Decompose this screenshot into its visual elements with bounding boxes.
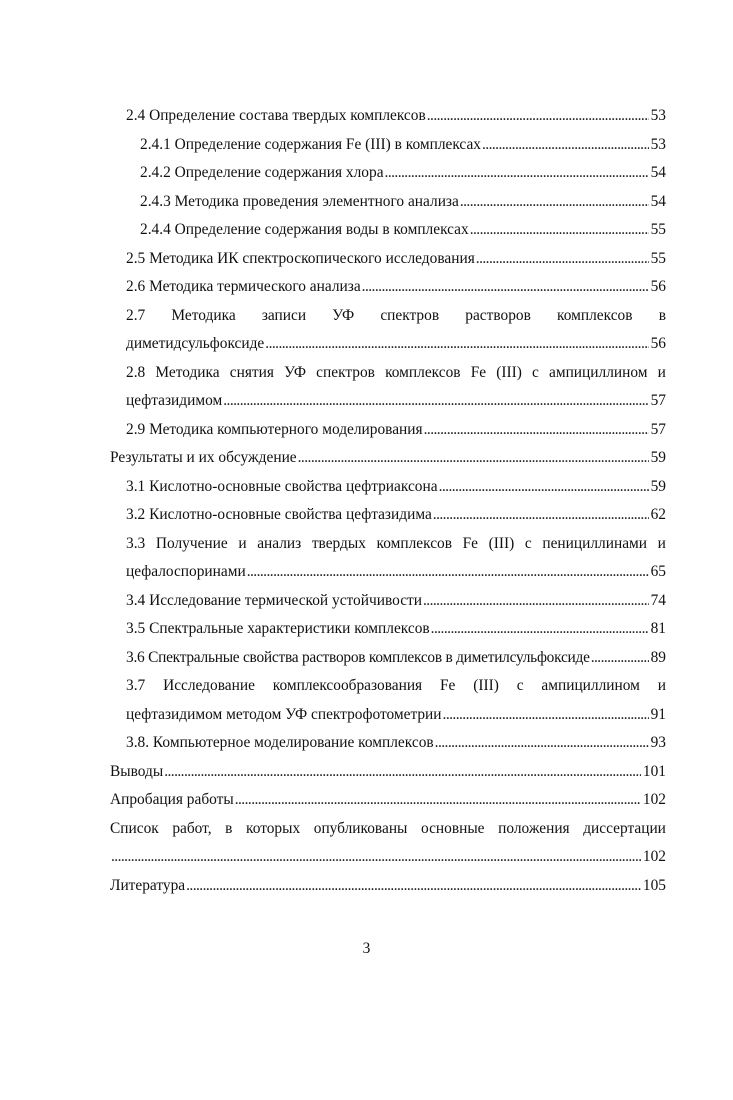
- toc-entry-title: 2.4.1 Определение содержания Fe (III) в комплексах: [140, 136, 481, 153]
- word: спектров: [316, 364, 375, 381]
- word: и: [657, 677, 666, 694]
- toc-entry-page: 59: [650, 449, 666, 466]
- word: и: [657, 364, 666, 381]
- toc-entry: [140, 135, 666, 155]
- word: которых: [246, 820, 301, 837]
- word: растворов: [465, 307, 531, 324]
- toc-entry-title: 2.4 Определение состава твердых комплексов: [126, 107, 426, 124]
- word: ампициллином: [541, 677, 640, 694]
- word: и: [657, 535, 666, 552]
- word: УФ: [332, 307, 355, 324]
- toc-entry: [110, 448, 666, 468]
- toc-entry-page: 56: [650, 335, 666, 352]
- word: Fe: [470, 364, 487, 381]
- toc-entry-title: диметидсульфоксиде: [126, 335, 265, 352]
- leader-dots: [427, 106, 649, 126]
- page-number: 3: [362, 940, 371, 957]
- word: (III): [496, 364, 522, 381]
- word: опубликованы: [313, 820, 408, 837]
- toc-entry: [140, 220, 666, 240]
- toc-entry-page: 102: [642, 848, 666, 865]
- toc-entry-title: 3.5 Спектральные характеристики комплексов: [126, 620, 430, 637]
- word: комплексов: [385, 364, 461, 381]
- word: положения: [498, 820, 570, 837]
- leader-dots: [385, 163, 649, 183]
- leader-dots: [460, 192, 649, 212]
- leader-dots: [424, 420, 649, 440]
- word: диссертации: [583, 820, 666, 837]
- word: с: [532, 364, 539, 381]
- toc-entry-title: 3.4 Исследование термической устойчивости: [126, 592, 422, 609]
- toc-entry-title: 3.2 Кислотно-основные свойства цефтазидима: [126, 506, 432, 523]
- leader-dots: [431, 619, 649, 639]
- toc-entry: [126, 648, 666, 668]
- word: Получение: [155, 535, 228, 552]
- leader-dots: [591, 648, 649, 668]
- toc-entry-page: 57: [650, 392, 666, 409]
- toc-entry: [110, 762, 666, 782]
- toc-entry-page: 54: [650, 164, 666, 181]
- toc-entry-title: 2.4.2 Определение содержания хлора: [140, 164, 384, 181]
- toc-entry-title: Выводы: [110, 763, 164, 780]
- word: (III): [488, 535, 515, 552]
- toc-entry-title: Апробация работы: [110, 791, 234, 808]
- toc-entry-page: 55: [650, 221, 666, 238]
- toc-entry: [140, 163, 666, 183]
- toc-entry-line1: [126, 363, 666, 383]
- toc-entry-title: 3.8. Компьютерное моделирование комплексов: [126, 734, 434, 751]
- toc-entry-line1: [126, 676, 666, 696]
- toc-entry: [126, 505, 666, 525]
- toc-entry-page: 91: [650, 706, 666, 723]
- word: в: [225, 820, 233, 837]
- toc-entry: [126, 391, 666, 411]
- word: ампициллином: [549, 364, 648, 381]
- toc-entry-title: цефтазидимом методом УФ спектрофотометрии: [126, 706, 442, 723]
- leader-dots: [423, 591, 649, 611]
- toc-entry: [126, 106, 666, 126]
- toc-entry: [126, 562, 666, 582]
- leader-dots: [265, 334, 648, 354]
- word: Fe: [462, 535, 479, 552]
- toc-entry-page: 89: [650, 649, 666, 666]
- toc-entry-title: Результаты и их обсуждение: [110, 449, 297, 466]
- word: 3.7: [126, 677, 146, 694]
- toc-entry: [126, 334, 666, 354]
- word: комплексов: [376, 535, 453, 552]
- word: спектров: [380, 307, 440, 324]
- toc-entry: [140, 192, 666, 212]
- toc-entry: [126, 420, 666, 440]
- toc-entry-page: 54: [650, 193, 666, 210]
- toc-entry-page: 81: [650, 620, 666, 637]
- leader-dots: [111, 847, 641, 867]
- word: Методика: [171, 307, 236, 324]
- toc-entry: [110, 876, 666, 896]
- toc-entry: [126, 733, 666, 753]
- toc-entry: [126, 705, 666, 725]
- word: пенициллинами: [542, 535, 647, 552]
- toc-entry-title: 3.1 Кислотно-основные свойства цефтриаксона: [126, 478, 438, 495]
- leader-dots: [443, 705, 649, 725]
- leader-dots: [439, 477, 649, 497]
- toc-entry-page: 65: [650, 563, 666, 580]
- leader-dots: [470, 220, 649, 240]
- leader-dots: [298, 448, 649, 468]
- word: анализ: [257, 535, 302, 552]
- toc-entry-page: 101: [642, 763, 666, 780]
- toc-entry-title: 2.6 Методика термического анализа: [126, 278, 361, 295]
- toc-entry-title: цефтазидимом: [126, 392, 223, 409]
- toc-entry-page: 93: [650, 734, 666, 751]
- leader-dots: [435, 733, 649, 753]
- toc-entry: [110, 847, 666, 867]
- toc-entry: [110, 790, 666, 810]
- word: с: [524, 535, 532, 552]
- toc-entry-title: 2.4.4 Определение содержания воды в комплексах: [140, 221, 469, 238]
- toc-entry-page: 102: [642, 791, 666, 808]
- word: комплексообразования: [272, 677, 423, 694]
- word: (III): [473, 677, 499, 694]
- toc-entry-page: 57: [650, 421, 666, 438]
- leader-dots: [247, 562, 649, 582]
- toc-entry-title: Литература: [110, 877, 186, 894]
- toc-entry-page: 74: [650, 592, 666, 609]
- toc-entry-page: 53: [650, 107, 666, 124]
- toc-entry: [126, 477, 666, 497]
- toc-entry-title: 2.5 Методика ИК спектроскопического исследования: [126, 250, 475, 267]
- word: работ,: [172, 820, 212, 837]
- word: основные: [420, 820, 485, 837]
- toc-entry: [126, 277, 666, 297]
- word: Методика: [155, 364, 220, 381]
- toc-entry: [126, 619, 666, 639]
- leader-dots: [186, 876, 641, 896]
- word: Исследование: [163, 677, 255, 694]
- toc-entry-line1: [110, 819, 666, 839]
- toc-entry-title: цефалоспоринами: [126, 563, 246, 580]
- toc-entry: [126, 249, 666, 269]
- toc-entry-page: 62: [650, 506, 666, 523]
- word: Список: [110, 820, 159, 837]
- word: в: [658, 307, 666, 324]
- leader-dots: [235, 790, 641, 810]
- toc-entry-page: 59: [650, 478, 666, 495]
- toc-entry-page: 55: [650, 250, 666, 267]
- word: записи: [261, 307, 307, 324]
- word: 2.8: [126, 364, 146, 381]
- leader-dots: [433, 505, 649, 525]
- word: комплексов: [557, 307, 633, 324]
- toc-entry-title: 3.6 Спектральные свойства растворов комплексов в диметилсульфоксиде: [126, 649, 590, 666]
- word: твердых: [311, 535, 366, 552]
- leader-dots: [362, 277, 649, 297]
- toc-entry: [126, 591, 666, 611]
- word: 2.7: [126, 307, 146, 324]
- toc-entry-title: 2.9 Методика компьютерного моделирования: [126, 421, 423, 438]
- toc-entry-line1: [126, 306, 666, 326]
- toc-entry-line1: [126, 534, 666, 554]
- toc-entry-page: 56: [650, 278, 666, 295]
- word: с: [516, 677, 524, 694]
- leader-dots: [476, 249, 649, 269]
- word: 3.3: [126, 535, 146, 552]
- toc-entry-page: 53: [650, 136, 666, 153]
- word: Fe: [439, 677, 456, 694]
- leader-dots: [482, 135, 649, 155]
- word: и: [238, 535, 247, 552]
- toc-entry-page: 105: [642, 877, 666, 894]
- leader-dots: [164, 762, 641, 782]
- word: снятия: [229, 364, 274, 381]
- word: УФ: [284, 364, 307, 381]
- toc-entry-title: 2.4.3 Методика проведения элементного анализа: [140, 193, 459, 210]
- leader-dots: [223, 391, 648, 411]
